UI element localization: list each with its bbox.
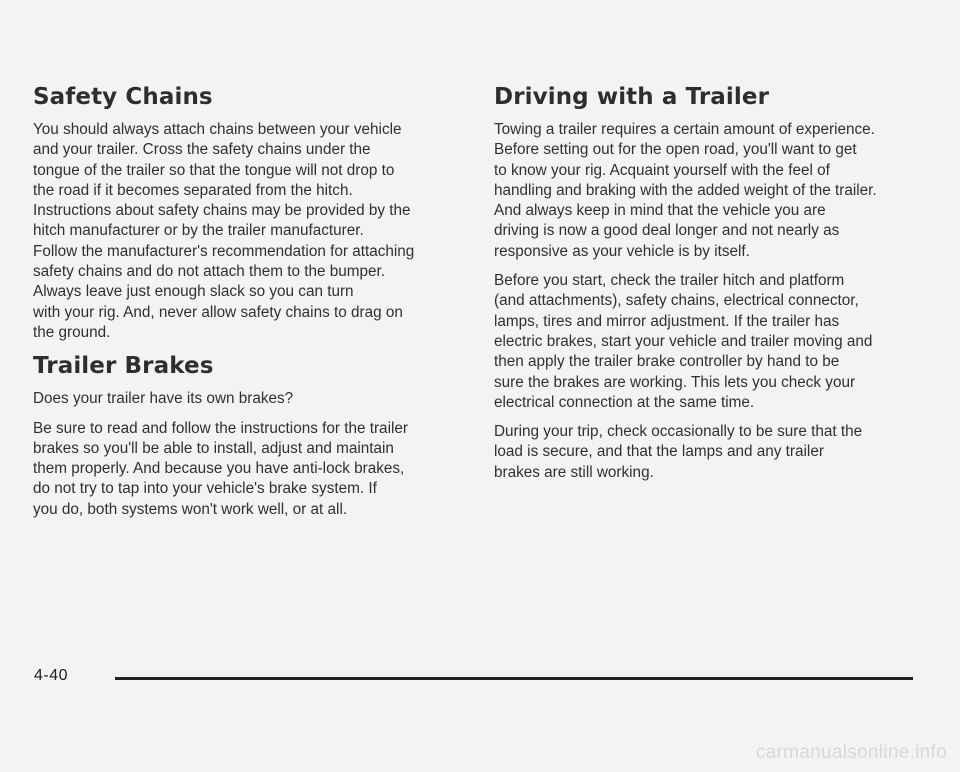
footer-rule bbox=[115, 677, 913, 680]
paragraph-trailer-brakes-question: Does your trailer have its own brakes? bbox=[33, 390, 294, 408]
left-column bbox=[33, 80, 465, 529]
heading-trailer-brakes: Trailer Brakes bbox=[33, 353, 214, 380]
paragraph-safety-chains: You should always attach chains between your vehicle and your trailer. Cross the safety chains under the tongue of the trailer so that the tongue will not drop to the road if it becomes separated from the hitch. Instructions about safety chains may be provided by the hitch manufacturer or by the trailer manufacturer. Follow the manufacturer's recommendation for attaching safety chains and do not attach them to the bumper. Always leave just enough slack so you can turn with your rig. And, never allow safety chains to drag on the ground. bbox=[33, 121, 415, 341]
heading-driving-with-trailer: Driving with a Trailer bbox=[494, 84, 770, 110]
right-column bbox=[494, 80, 926, 492]
paragraph-during-your-trip: During your trip, check occasionally to be sure that the load is secure, and that the lamps and any trailer brakes are still working. bbox=[494, 423, 863, 481]
paragraph-before-you-start: Before you start, check the trailer hitch and platform (and attachments), safety chains, electrical connector, lamps, tires and mirror adjustment. If the trailer has electric brakes, start your vehicle and trailer moving and then apply the trailer brake controller by hand to be sure the brakes are working. This lets you check your electrical connection at the same time. bbox=[494, 272, 873, 411]
paragraph-trailer-brakes-instructions: Be sure to read and follow the instructions for the trailer brakes so you'll be able to install, adjust and maintain them properly. And because you have anti-lock brakes, do not try to tap into your vehicle's brake system. If you do, both systems won't work well, or at all. bbox=[33, 419, 408, 518]
watermark: carmanualsonline.info bbox=[755, 742, 947, 763]
paragraph-towing-experience: Towing a trailer requires a certain amount of experience. Before setting out for the open road, you'll want to get to know your rig. Acquaint yourself with the feel of handling and braking with the added weight of the trailer. And always keep in mind that the vehicle you are driving is now a good deal longer and not nearly as responsive as your vehicle is by itself. bbox=[494, 121, 877, 260]
heading-safety-chains: Safety Chains bbox=[33, 84, 213, 110]
page-number: 4-40 bbox=[34, 667, 69, 684]
